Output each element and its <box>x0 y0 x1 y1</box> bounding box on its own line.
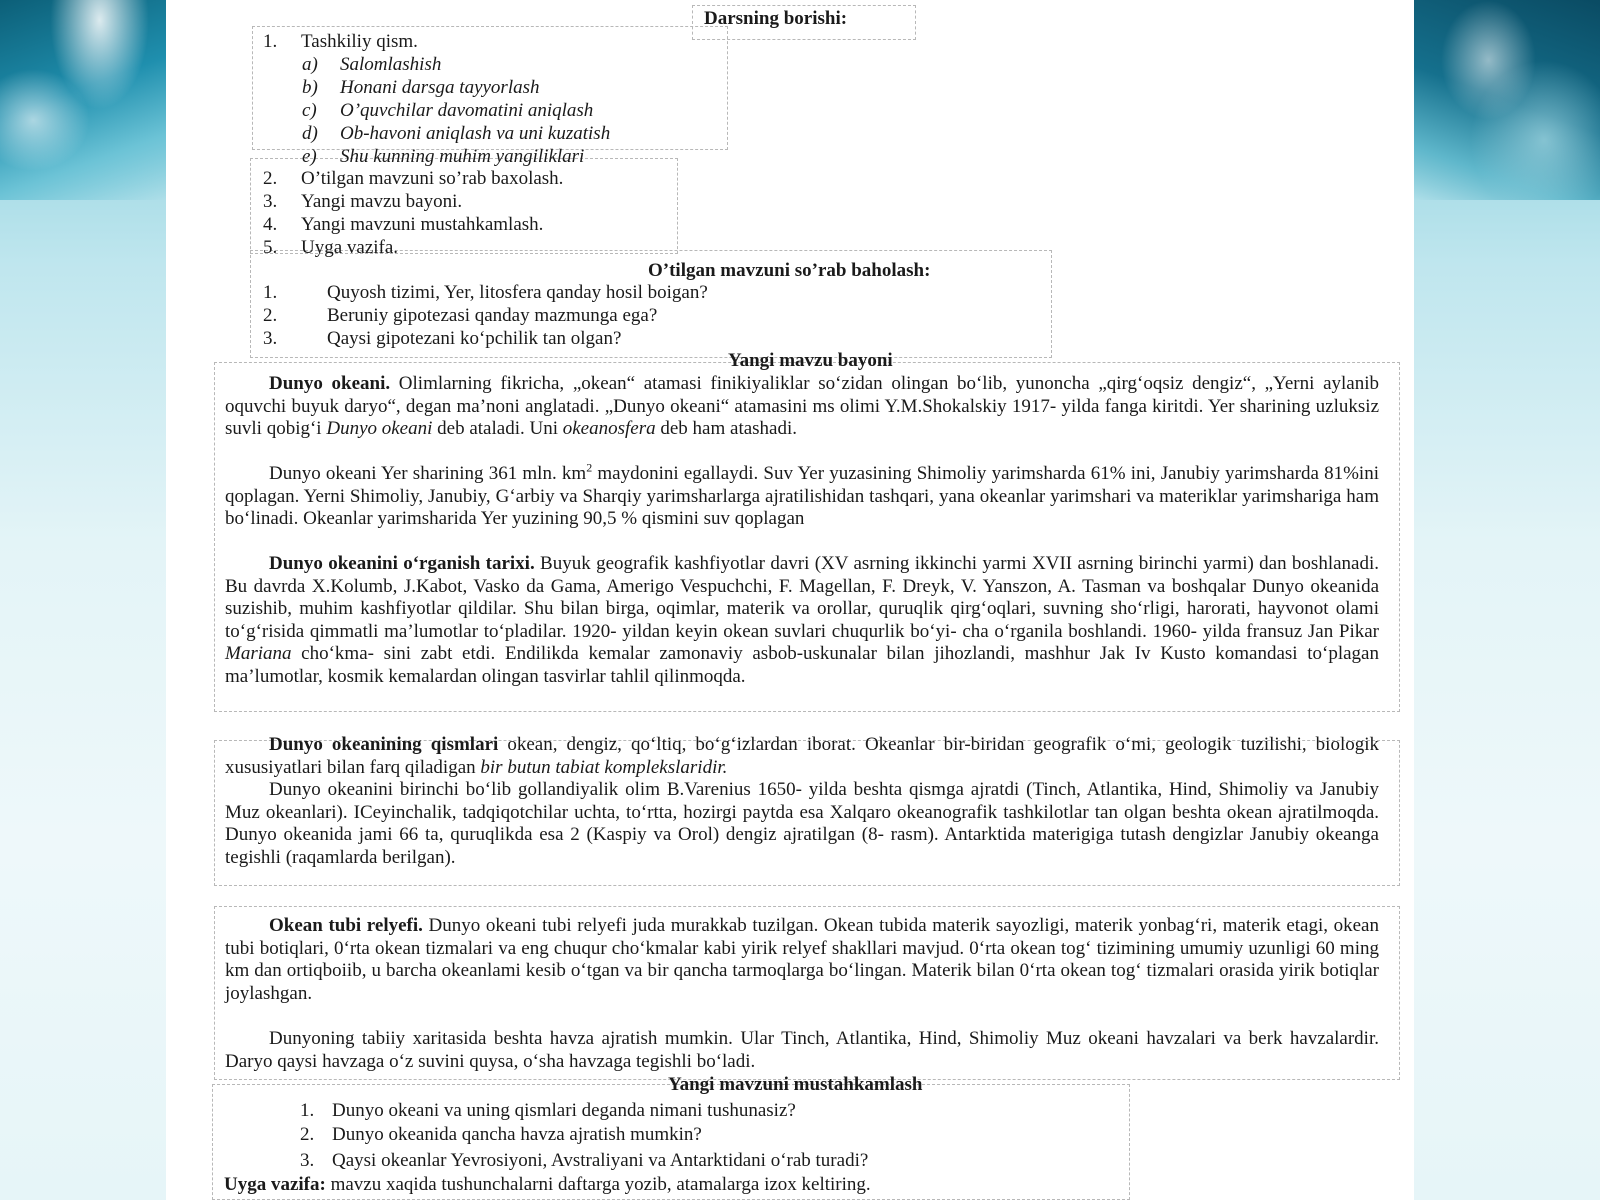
ocean-wave-decoration-right <box>1414 0 1600 200</box>
review-question: 3. Qaysi gipotezani ko‘pchilik tan olgan? <box>263 328 622 349</box>
plan-subitem: d) Ob-havoni aniqlash va uni kuzatish <box>302 123 611 144</box>
reinforcement-question: 1. Dunyo okeani va uning qismlari deganda nimani tushunasiz? <box>300 1100 796 1121</box>
plan-item: 4. Yangi mavzuni mustahkamlash. <box>263 214 544 235</box>
lesson-flow-heading: Darsning borishi: <box>704 8 848 29</box>
reinforcement-heading: Yangi mavzuni mustahkamlash <box>668 1074 923 1095</box>
plan-subitem: a) Salomlashish <box>302 54 442 75</box>
plan-item: 3. Yangi mavzu bayoni. <box>263 191 463 212</box>
reinforcement-question: 3. Qaysi okeanlar Yevrosiyoni, Avstraliyani va Antarktidani o‘rab turadi? <box>300 1150 869 1171</box>
plan-subitem: e) Shu kunning muhim yangiliklari <box>302 146 585 167</box>
paragraph-ocean-parts: Dunyo okeanining qismlari okean, dengiz, qo‘ltiq, bo‘g‘izlardan iborat. Okeanlar bir-biridan geografik o‘mi, geologik tuzilishi, biologik xususiyatlari bilan farq qiladigan bir butun tabiat komplekslaridir. <box>225 734 1379 778</box>
paragraph-ocean-floor-relief: Okean tubi relyefi. Dunyo okeani tubi relyefi juda murakkab tuzilgan. Okean tubida materik sayozligi, materik yonbag‘ri, materik etagi, okean tubi botiqlari, 0‘rta okean tizmalari va eng chuqur cho‘kmalar kabi yirik relyef shakllari mavjud. 0‘rta okean tog‘ tizimining umumiy uzunligi 60 ming km dan ortiqboiib, u barcha okeanlami kesib o‘tgan va bir qancha tarmoqlarga bo‘lingan. Materik bilan 0‘rta okean tog‘ tizmalari orasida yirik botiqlar joylashgan. <box>225 915 1379 1004</box>
paragraph-basins: Dunyoning tabiiy xaritasida beshta havza ajratish mumkin. Ular Tinch, Atlantika, Hind, Shimoliy Muz okeani havzalari va berk havzalardir. Daryo qaysi havzaga o‘z suvini quysa, o‘sha havzaga tegishli bo‘ladi. <box>225 1028 1379 1072</box>
homework-label: Uyga vazifa: <box>224 1174 326 1195</box>
homework-line <box>224 1174 871 1197</box>
plan-item: 1. Tashkiliy qism. <box>263 31 418 52</box>
paragraph-ocean-area: Dunyo okeani Yer sharining 361 mln. $km^2$ maydonini egallaydi. Suv Yer yuzasining Shimoliy yarimsharda 61% ini, Janubiy yarimsharda 81%ini qoplagan. Yerni Shimoliy, Janubiy, G‘arbiy va Sharqiy yarimsharlarga ajratilishidan tashqari, yana okeanlar yarimshari va materiklar yarimshariga ham bo‘linadi. Okeanlar yarimsharida Yer yuzining 90,5 % qismini suv qoplagan <box>225 460 1379 530</box>
plan-item: 5. Uyga vazifa. <box>263 237 399 258</box>
review-heading: O’tilgan mavzuni so’rab baholash: <box>648 260 931 281</box>
new-topic-heading: Yangi mavzu bayoni <box>728 350 893 371</box>
homework-text: mavzu xaqida tushunchalarni daftarga yozib, atamalarga izox keltiring. <box>325 1174 871 1195</box>
reinforcement-question: 2. Dunyo okeanida qancha havza ajratish mumkin? <box>300 1124 702 1145</box>
paragraph-exploration-history: Dunyo okeanini o‘rganish tarixi. Buyuk geografik kashfiyotlar davri (XV asrning ikkinchi yarmi XVII asrning birinchi yarmi) dan boshlanadi. Bu davrda X.Kolumb, J.Kabot, Vasko da Gama, Amerigo Vespuchchi, F. Magellan, F. Dreyk, V. Yanszon, A. Tasman va boshqalar Dunyo okeanida suzishib, muhim kashfiyotlar qildilar. Shu bilan birga, oqimlar, materik va orollar, quruqlik qirg‘oqlari, suvning sho‘rligi, harorati, hayvonot olami to‘g‘risida qimmatli ma’lumotlar to‘pladilar. 1920- yildan keyin okean suvlari chuqurlik bo‘yi- cha o‘rganila boshlandi. 1960- yilda fransuz Jan Pikar Mariana cho‘kma- sini zabt etdi. Endilikda kemalar zamonaviy asbob-uskunalar bilan jihozlandi, mashhur Jak Iv Kusto komandasi to‘plagan ma’lumotlar, kosmik kemalardan olingan tasvirlar tahlil qilinmoqda. <box>225 553 1379 687</box>
plan-subitem: b) Honani darsga tayyorlash <box>302 77 540 98</box>
paragraph-world-ocean: Dunyo okeani. Olimlarning fikricha, „okean“ atamasi finikiyaliklar so‘zidan olingan bo‘lib, yunoncha „qirg‘oqsiz dengiz“, „Yerni aylanib oquvchi buyuk daryo“, degan ma’noni anglatadi. „Dunyo okeani“ atamasini ms olimi Y.M.Shokalskiy 1917- yilda fanga kiritdi. Yer sharining uzluksiz suvli qobig‘i Dunyo okeani deb ataladi. Uni okeanosfera deb ham atashadi. <box>225 373 1379 440</box>
ocean-wave-decoration-left <box>0 0 166 200</box>
paragraph-varenius: Dunyo okeanini birinchi bo‘lib gollandiyalik olim B.Varenius 1650- yilda beshta qismga ajratdi (Tinch, Atlantika, Hind, Shimoliy va Janubiy Muz okeanlari). ICeyinchalik, tadqiqotchilar uchta, to‘rtta, hozirgi paytda esa Xalqaro okeanografik tashkilotlar tan olgan beshta okean ajratilmoqda. Dunyo okeanida jami 66 ta, quruqlikda esa 2 (Kaspiy va Orol) dengiz ajratilgan (8- rasm). Antarktida materigiga tutash dengizlar Janubiy okeanga tegishli (raqamlarda berilgan). <box>225 779 1379 868</box>
plan-subitem: c) O’quvchilar davomatini aniqlash <box>302 100 594 121</box>
review-question: 1. Quyosh tizimi, Yer, litosfera qanday hosil boigan? <box>263 282 708 303</box>
review-question: 2. Beruniy gipotezasi qanday mazmunga ega? <box>263 305 658 326</box>
plan-item: 2. O’tilgan mavzuni so’rab baxolash. <box>263 168 564 189</box>
